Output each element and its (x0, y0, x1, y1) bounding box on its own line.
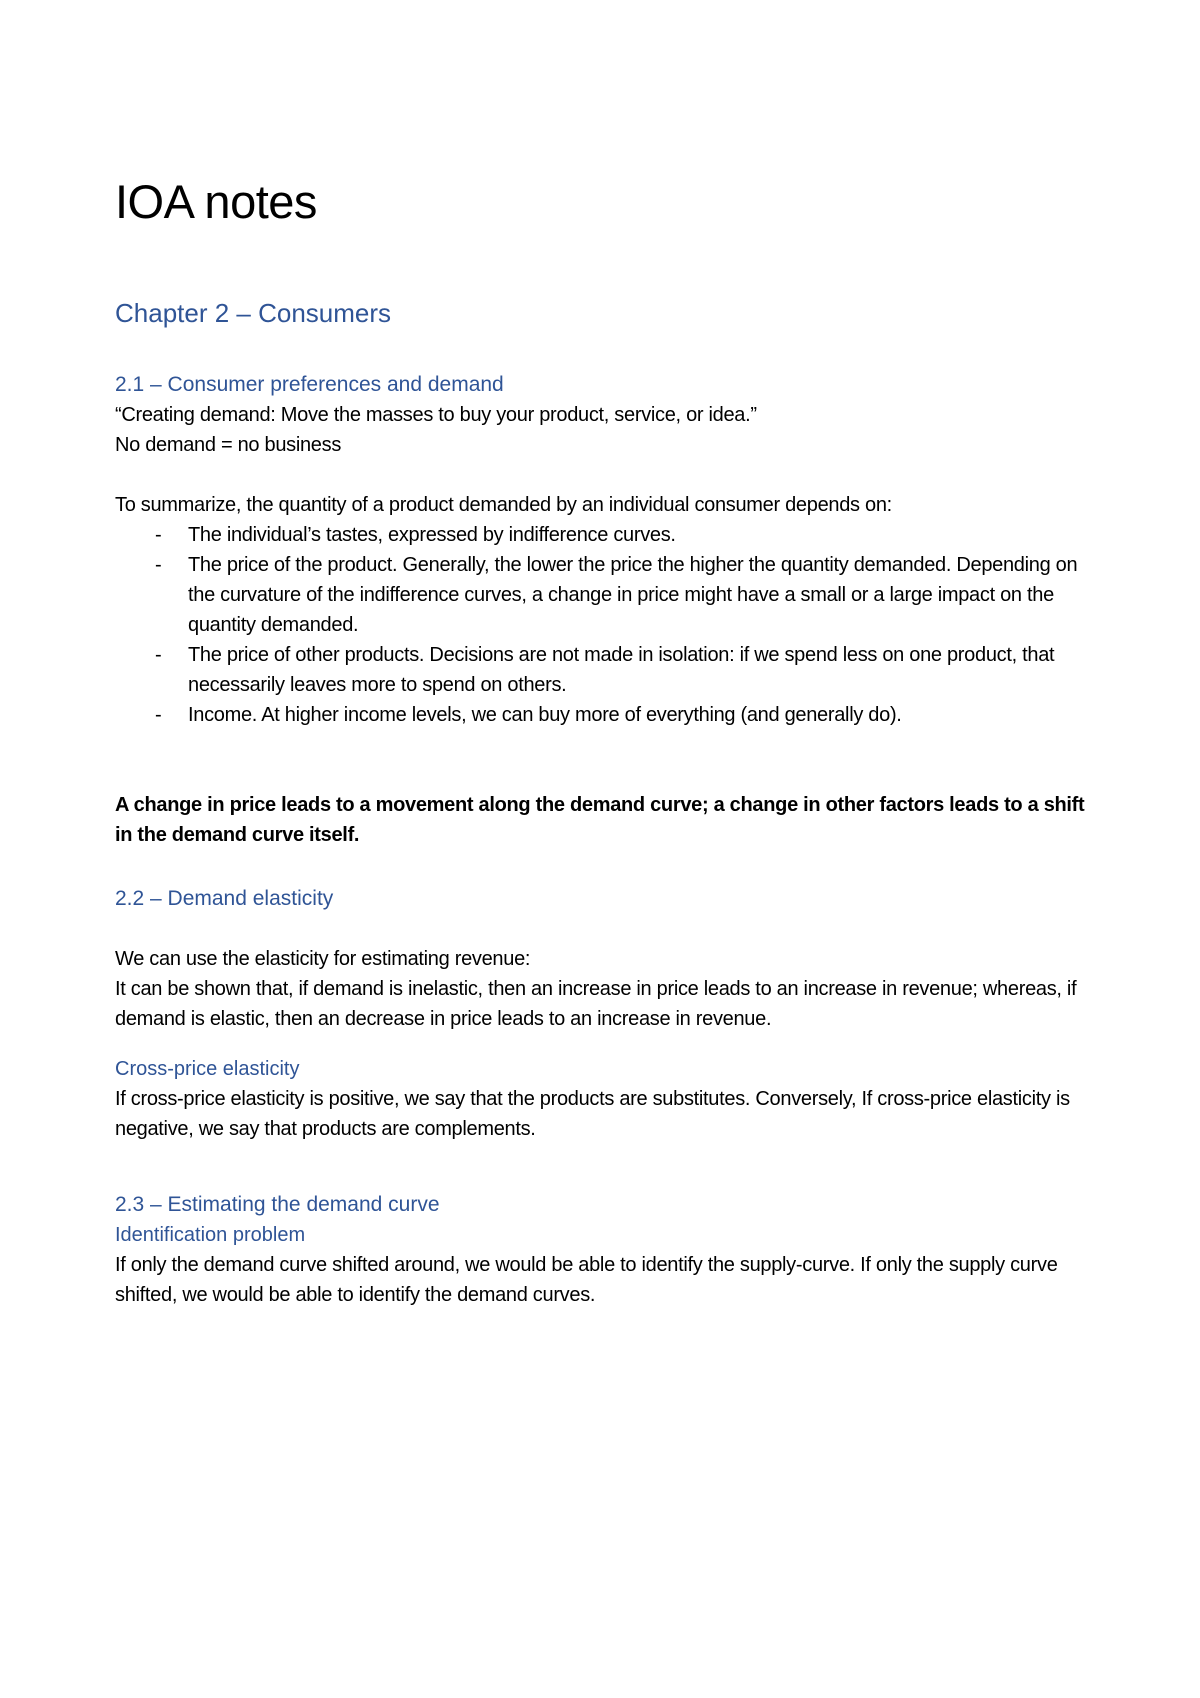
dash-bullet: - (155, 644, 162, 666)
factors-list (115, 520, 1095, 730)
list-item-text: The price of other products. Decisions are not made in isolation: if we spend less on one product, that necessarily leaves more to spend on others. (188, 644, 1055, 696)
section-heading-2-1: 2.1 – Consumer preferences and demand (115, 373, 504, 396)
elasticity-intro: We can use the elasticity for estimating revenue: (115, 948, 531, 970)
quote-line: “Creating demand: Move the masses to buy your product, service, or idea.” (115, 404, 757, 426)
list-item (115, 640, 1095, 700)
chapter-heading: Chapter 2 – Consumers (115, 298, 392, 328)
list-item (115, 550, 1095, 640)
dash-bullet: - (155, 524, 162, 546)
list-item-text: The individual’s tastes, expressed by indifference curves. (188, 524, 676, 546)
list-item (115, 700, 1095, 730)
identification-heading: Identification problem (115, 1224, 306, 1246)
list-item-text: Income. At higher income levels, we can buy more of everything (and generally do). (188, 704, 902, 726)
identification-text: If only the demand curve shifted around, we would be able to identify the supply-curve. If only the supply curve shifted, we would be able to identify the demand curves. (115, 1254, 1058, 1306)
dash-bullet: - (155, 554, 162, 576)
section-2-1 (115, 370, 1095, 850)
cross-price-text: If cross-price elasticity is positive, we say that the products are substitutes. Conversely, If cross-price elasticity is negative, we say that products are complements. (115, 1088, 1070, 1140)
section-heading-2-3: 2.3 – Estimating the demand curve (115, 1193, 440, 1216)
no-demand-line: No demand = no business (115, 434, 342, 456)
elasticity-text: It can be shown that, if demand is inelastic, then an increase in price leads to an increase in revenue; whereas, if demand is elastic, then an decrease in price leads to an increase in revenue. (115, 978, 1077, 1030)
summary-intro: To summarize, the quantity of a product demanded by an individual consumer depends on: (115, 494, 892, 516)
section-2-2 (115, 884, 1095, 1144)
list-item-text: The price of the product. Generally, the lower the price the higher the quantity demanded. Depending on the curvature of the indifference curves, a change in price might have a small or a large impact on the quantity demanded. (188, 554, 1078, 636)
section-2-3 (115, 1190, 1095, 1310)
bold-statement: A change in price leads to a movement along the demand curve; a change in other factors leads to a shift in the demand curve itself. (115, 794, 1085, 846)
section-heading-2-2: 2.2 – Demand elasticity (115, 887, 334, 910)
list-item (115, 520, 1095, 550)
document-title: IOA notes (115, 175, 317, 228)
cross-price-heading: Cross-price elasticity (115, 1058, 300, 1080)
dash-bullet: - (155, 704, 162, 726)
